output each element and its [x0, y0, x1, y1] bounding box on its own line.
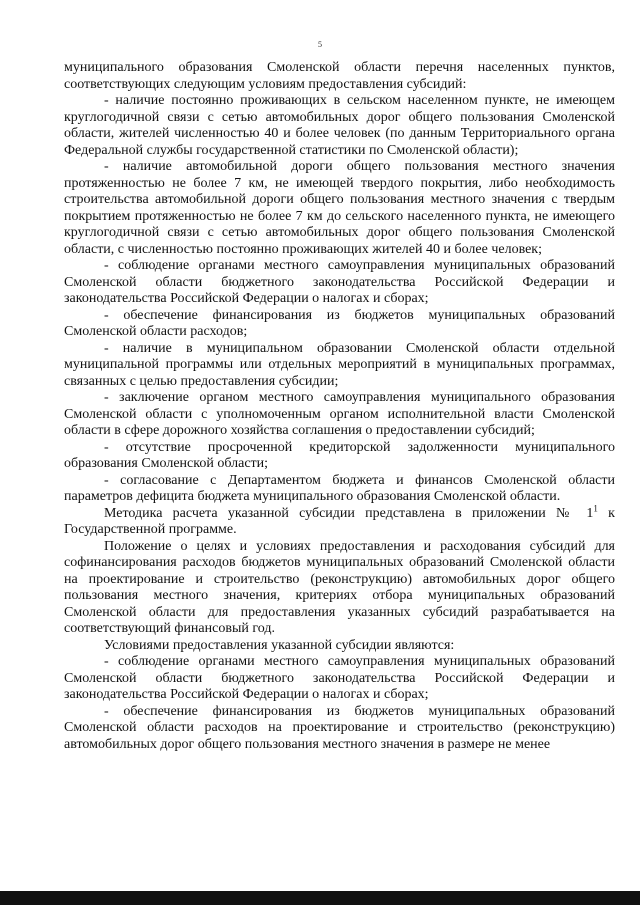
footnote-superscript: 1 [593, 502, 598, 513]
paragraph: - наличие в муниципальном образовании Смоленской области отдельной муниципальной программы или отдельных мероприятий в муниципальных программах, связанных с целью предоставления субсидии; [64, 340, 615, 389]
paragraph: - отсутствие просроченной кредиторской задолженности муниципального образования Смоленской области; [64, 439, 615, 471]
page-number: 5 [318, 40, 322, 49]
paragraph: - заключение органом местного самоуправления муниципального образования Смоленской области с уполномоченным органом исполнительной власти Смоленской области в сфере дорожного хозяйства соглашения о предоставлении субсидий; [64, 390, 615, 438]
methodology-paragraph [64, 502, 615, 539]
methodology-text-end: к Государственной программе. [64, 505, 615, 537]
paragraph: - соблюдение органами местного самоуправления муниципальных образований Смоленской области бюджетного законодательства Российской Федерации и законодательства Российской Федерации о налогах и сборах; [64, 258, 615, 306]
methodology-text: Методика расчета указанной субсидии представлена в приложении № 1 [104, 505, 594, 521]
paragraph: Положение о целях и условиях предоставления и расходования субсидий для софинансирования расходов бюджетов муниципальных образований Смоленской области на проектирование и строительство (реконструкцию) автомобильных дорог общего пользования местного значения, критериях отбора муниципальных образований Смоленской области для предоставления указанных субсидий разрабатывается на соответствующий финансовый год. [64, 538, 615, 636]
document-body [64, 60, 615, 753]
paragraph: - соблюдение органами местного самоуправления муниципальных образований Смоленской области бюджетного законодательства Российской Федерации и законодательства Российской Федерации о налогах и сборах; [64, 654, 615, 702]
scan-bottom-edge [0, 891, 640, 905]
paragraph: - обеспечение финансирования из бюджетов муниципальных образований Смоленской области расходов; [64, 307, 615, 339]
paragraph: Условиями предоставления указанной субсидии являются: [104, 637, 455, 653]
paragraph: - наличие автомобильной дороги общего пользования местного значения протяженностью не более 7 км, не имеющей твердого покрытия, либо необходимость строительства автомобильной дороги общего пользования местного значения с твердым покрытием протяженностью не более 7 км до сельского населенного пункта, не имеющего круглогодичной связи с сетью автомобильных дорог общего пользования Смоленской области, с численностью постоянно проживающих жителей 40 и более человек; [64, 159, 615, 257]
paragraph: - наличие постоянно проживающих в сельском населенном пункте, не имеющем круглогодичной связи с сетью автомобильных дорог общего пользования Смоленской области, жителей численностью 40 и более человек (по данным Территориального органа Федеральной службы государственной статистики по Смоленской области); [64, 93, 615, 158]
paragraph: муниципального образования Смоленской области перечня населенных пунктов, соответствующих следующим условиям предоставления субсидий: [64, 60, 615, 92]
paragraph: - обеспечение финансирования из бюджетов муниципальных образований Смоленской области расходов на проектирование и строительство (реконструкцию) автомобильных дорог общего пользования местного значения в размере не менее [64, 703, 615, 752]
paragraph: - согласование с Департаментом бюджета и финансов Смоленской области параметров дефицита бюджета муниципального образования Смоленской области. [64, 472, 615, 504]
